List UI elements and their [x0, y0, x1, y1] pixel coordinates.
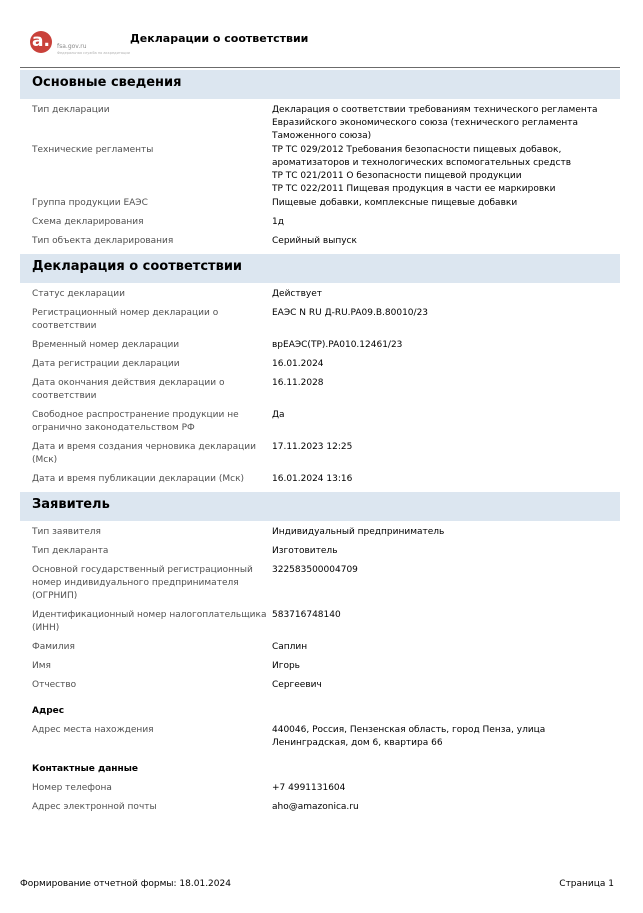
field-value: 1д: [272, 217, 284, 227]
field-row: [20, 660, 620, 673]
field-label: Технические регламенты: [32, 145, 154, 155]
field-row: [20, 216, 620, 229]
report-generated-date: Формирование отчетной формы: 18.01.2024: [20, 879, 231, 889]
field-label: Идентификационный номер налогоплательщика (ИНН): [32, 610, 267, 633]
field-label: Тип объекта декларирования: [32, 236, 174, 246]
field-row: [20, 441, 620, 467]
field-label: Группа продукции ЕАЭС: [32, 198, 148, 208]
field-value: ТР ТС 029/2012 Требования безопасности пищевых добавок, ароматизаторов и технологических вспомогательных средств ТР ТС 021/2011 О безопасности пищевой продукции ТР ТС 022/2011 Пищевая продукция в части ее маркировки: [272, 145, 571, 194]
field-value: Индивидуальный предприниматель: [272, 527, 445, 537]
field-value: Изготовитель: [272, 546, 338, 556]
field-row: [20, 609, 620, 635]
field-label: Номер телефона: [32, 783, 112, 793]
field-value: Декларация о соответствии требованиям технического регламента Евразийского экономического союза (технического регламента Таможенного союза): [272, 105, 598, 141]
field-row: [20, 545, 620, 558]
field-row: [20, 724, 620, 750]
field-value: Сергеевич: [272, 680, 322, 690]
field-value: врЕАЭС(ТР).PA010.12461/23: [272, 340, 403, 350]
document-body: [20, 70, 620, 820]
field-value: Действует: [272, 289, 323, 299]
field-label: Временный номер декларации: [32, 340, 180, 350]
fsa-logo[interactable]: [30, 31, 130, 61]
field-row: [20, 377, 620, 403]
field-label: Схема декларирования: [32, 217, 144, 227]
field-value: ЕАЭС N RU Д-RU.PA09.B.80010/23: [272, 308, 429, 318]
field-row: [20, 197, 620, 210]
field-label: Дата и время создания черновика декларации (Мск): [32, 442, 256, 465]
field-label: Дата регистрации декларации: [32, 359, 180, 369]
logo-text: fsa.gov.ru: [57, 43, 87, 50]
field-row: [20, 358, 620, 371]
field-row: [20, 641, 620, 654]
field-value: +7 4991131604: [272, 783, 346, 793]
page-title: Декларации о соответствии: [130, 32, 309, 45]
field-label: Адрес места нахождения: [32, 725, 154, 735]
logo-subtext: Федеральная служба по аккредитации: [57, 51, 130, 55]
field-value: 583716748140: [272, 610, 341, 620]
field-row: [20, 782, 620, 795]
field-label: Дата и время публикации декларации (Мск): [32, 474, 245, 484]
field-label: Тип заявителя: [32, 527, 101, 537]
field-row: [20, 288, 620, 301]
field-row: [20, 564, 620, 603]
field-value: 16.01.2024 13:16: [272, 474, 353, 484]
field-value: 440046, Россия, Пензенская область, город Пенза, улица Ленинградская, дом 6, квартира 66: [272, 725, 546, 748]
field-value: 322583500004709: [272, 565, 358, 575]
field-label: Тип декларации: [32, 105, 110, 115]
field-row: [20, 235, 620, 248]
section-title-applicant: Заявитель: [20, 492, 620, 521]
field-row: [20, 679, 620, 692]
field-label: Адрес электронной почты: [32, 802, 157, 812]
section-title-basic: Основные сведения: [20, 70, 620, 99]
field-value: Да: [272, 410, 285, 420]
section-declaration-rows: [20, 288, 620, 486]
field-value: 16.11.2028: [272, 378, 324, 388]
field-row: [20, 339, 620, 352]
field-row: [20, 409, 620, 435]
field-label: Фамилия: [32, 642, 75, 652]
field-label: Статус декларации: [32, 289, 125, 299]
contacts-subheading: Контактные данные: [32, 764, 138, 774]
field-row: [20, 526, 620, 539]
field-row: [20, 473, 620, 486]
page-number: Страница 1: [559, 879, 614, 889]
field-label: Основной государственный регистрационный номер индивидуального предпринимателя (ОГРНИП): [32, 565, 253, 601]
field-value: Саплин: [272, 642, 308, 652]
field-row: [20, 144, 620, 196]
field-row: [20, 307, 620, 333]
field-row: [20, 801, 620, 814]
field-value: Пищевые добавки, комплексные пищевые добавки: [272, 198, 518, 208]
address-subheading: Адрес: [32, 706, 65, 716]
field-value: aho@amazonica.ru: [272, 802, 359, 812]
field-label: Имя: [32, 661, 51, 671]
section-title-declaration: Декларация о соответствии: [20, 254, 620, 283]
page-header: [0, 0, 643, 66]
field-label: Отчество: [32, 680, 77, 690]
field-label: Дата окончания действия декларации о соответствии: [32, 378, 225, 401]
field-label: Свободное распространение продукции не огранично законодательством РФ: [32, 410, 239, 433]
header-divider: [20, 67, 620, 68]
field-value: Серийный выпуск: [272, 236, 357, 246]
section-basic-rows: [20, 104, 620, 248]
field-row: [20, 104, 620, 143]
field-value: 17.11.2023 12:25: [272, 442, 353, 452]
field-value: Игорь: [272, 661, 300, 671]
field-label: Регистрационный номер декларации о соответствии: [32, 308, 219, 331]
field-label: Тип декларанта: [32, 546, 109, 556]
fsa-logo-icon: a.: [30, 31, 52, 53]
section-applicant-rows: [20, 526, 620, 814]
field-value: 16.01.2024: [272, 359, 324, 369]
